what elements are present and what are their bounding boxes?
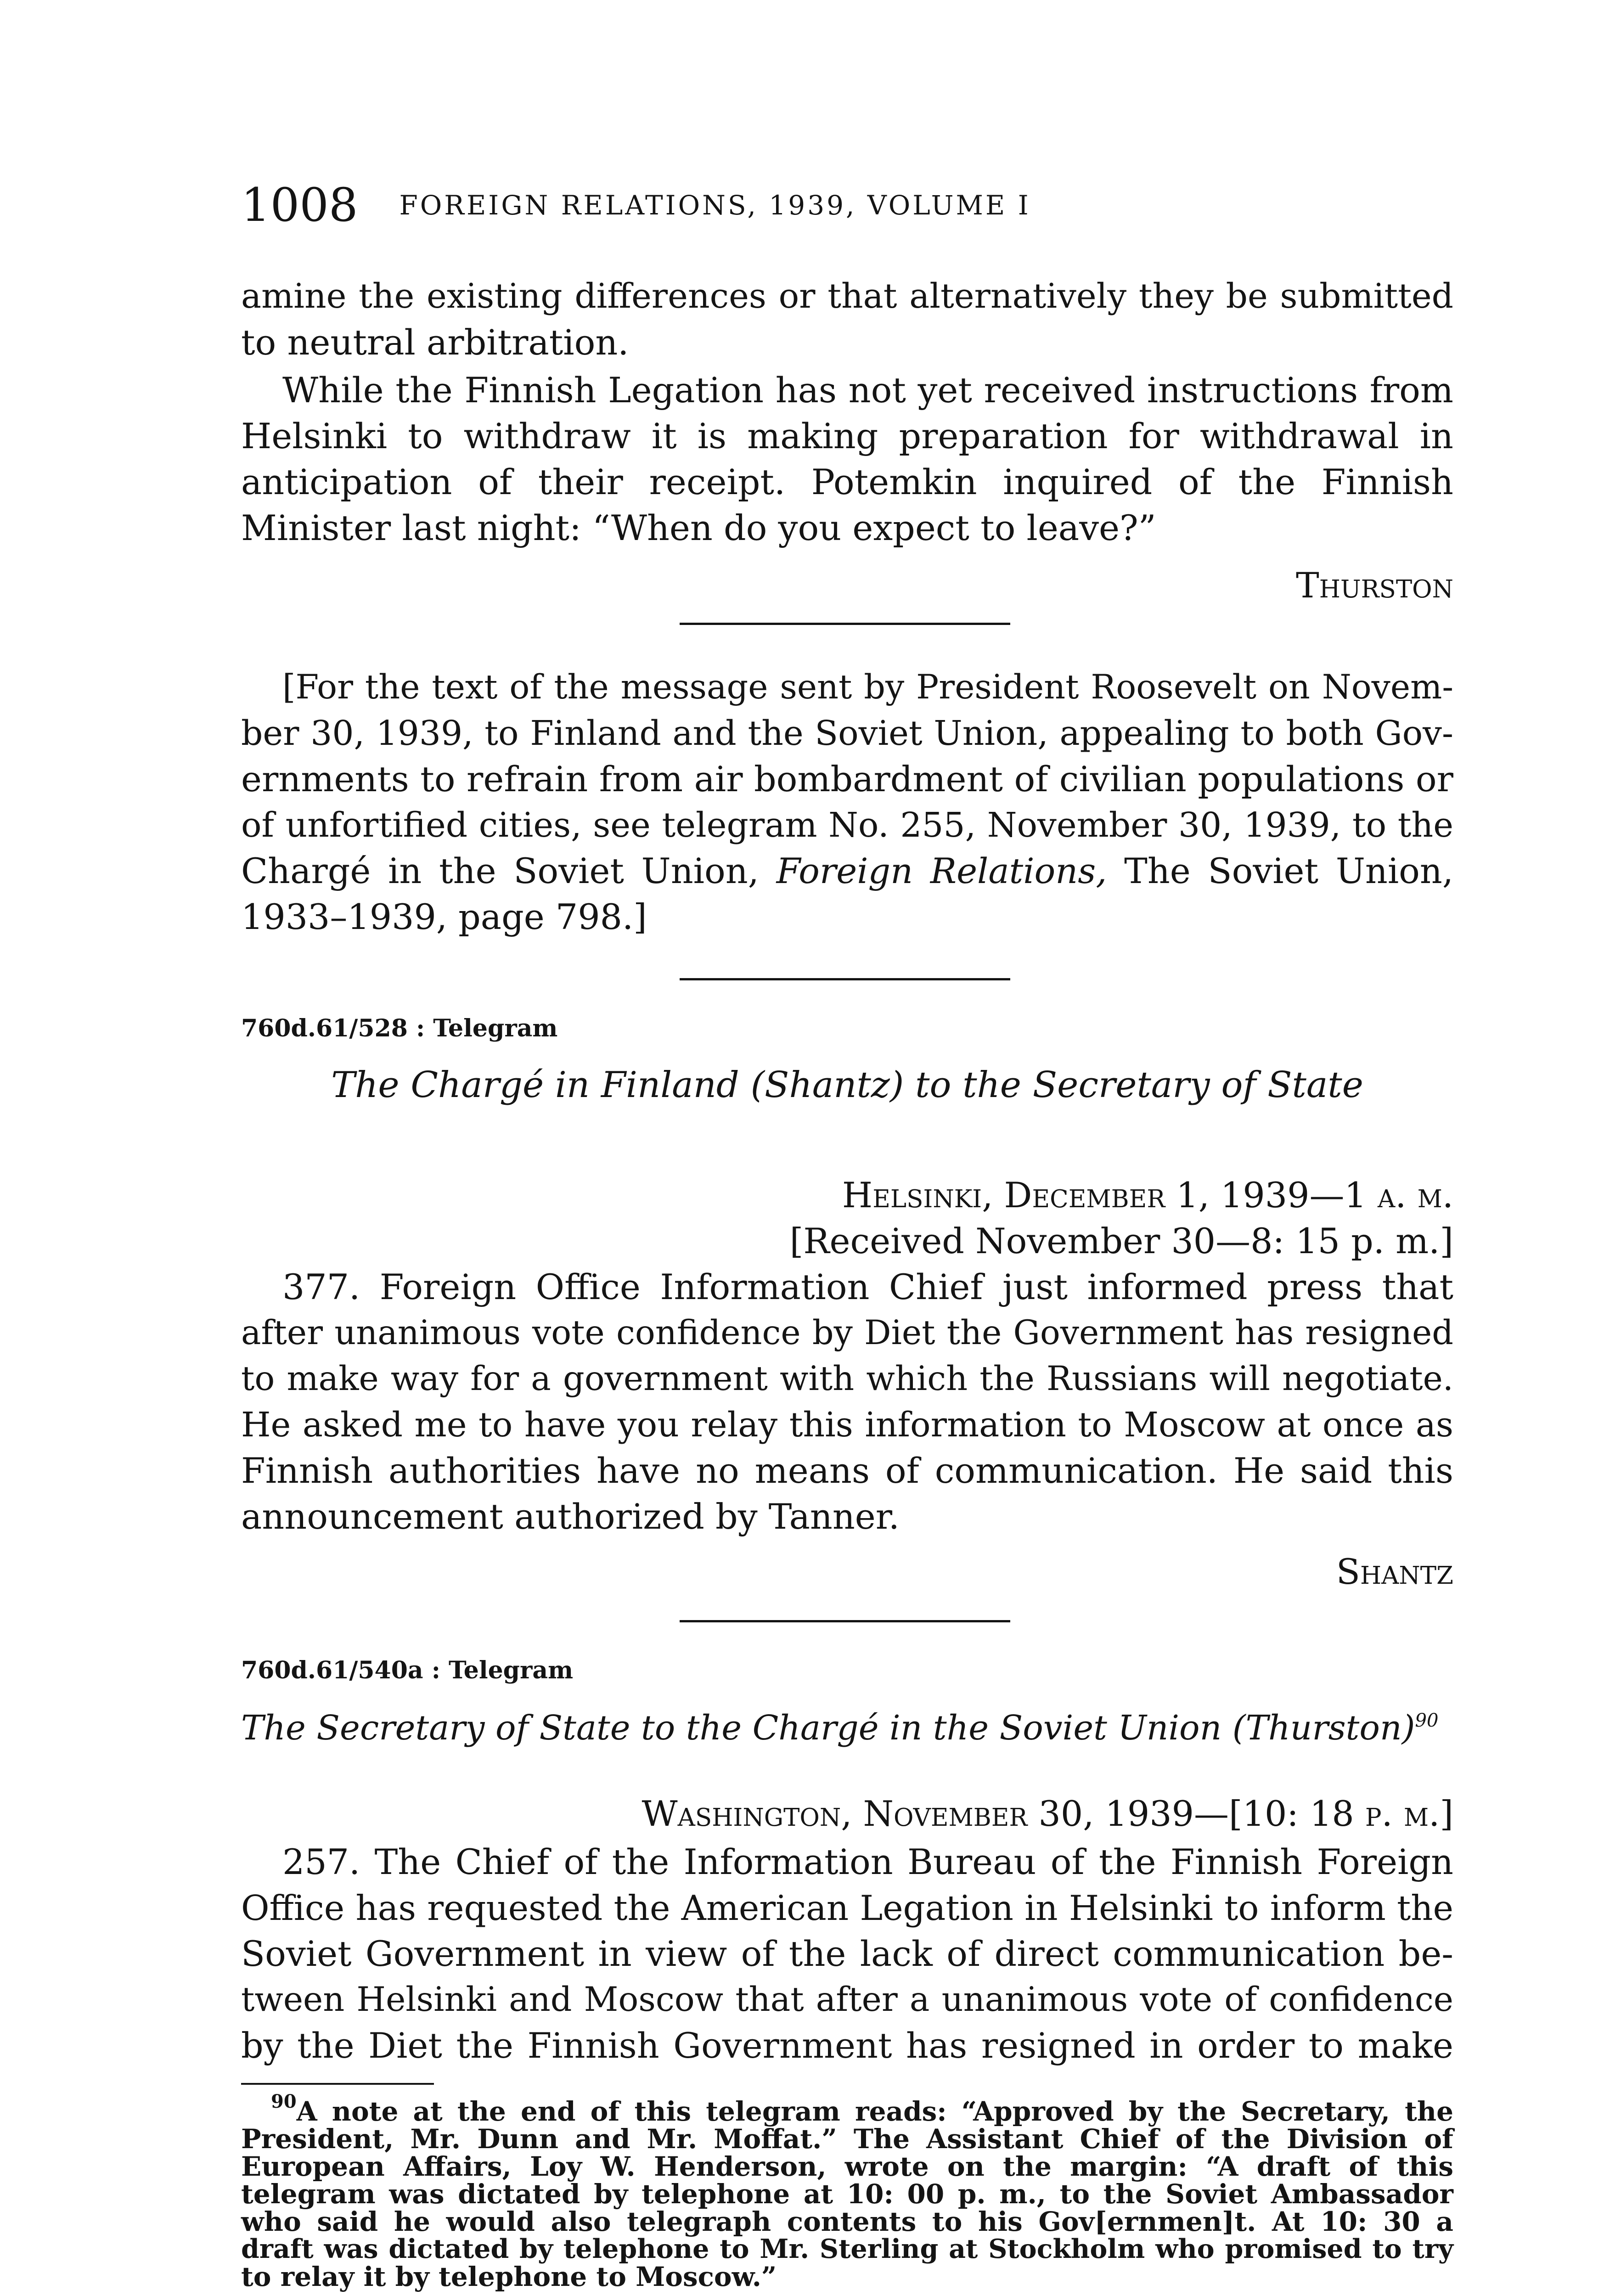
text-line: ber 30, 1939, to Finland and the Soviet Union, appealing to both Gov- [241, 714, 1453, 753]
file-number: 760d.61/540a : Telegram [241, 1656, 574, 1684]
signature-thurston: Thurston [1296, 565, 1453, 606]
text-line: Chargé in the Soviet Union, Foreign Relations, The Soviet Union, [241, 850, 1453, 891]
text-line: While the Finnish Legation has not yet received instructions from [282, 370, 1453, 411]
signature-shantz: Shantz [1336, 1551, 1453, 1592]
separator-rule [680, 623, 1010, 625]
footnote-line: President, Mr. Dunn and Mr. Moffat.” The Assistant Chief of the Division of [241, 2123, 1453, 2155]
text-line: to neutral arbitration. [241, 322, 629, 363]
footnote-rule [241, 2083, 434, 2085]
footnote-line: European Affairs, Loy W. Henderson, wrote on the margin: “A draft of this [241, 2151, 1453, 2182]
text-line: announcement authorized by Tanner. [241, 1496, 900, 1537]
received-date: [Received November 30—8: 15 p. m.] [789, 1221, 1453, 1261]
text-line: [For the text of the message sent by President Roosevelt on Novem- [282, 668, 1453, 707]
footnote-marker: 90 [271, 2091, 297, 2112]
text-line: Soviet Government in view of the lack of direct communication be- [241, 1933, 1453, 1974]
separator-rule [680, 1620, 1010, 1622]
text-line: Finnish authorities have no means of communication. He said this [241, 1450, 1453, 1491]
file-number: 760d.61/528 : Telegram [241, 1014, 558, 1042]
text-line: of unfortified cities, see telegram No. 255, November 30, 1939, to the [241, 805, 1453, 845]
text-line: tween Helsinki and Moscow that after a unanimous vote of confidence [241, 1980, 1453, 2019]
text-line: anticipation of their receipt. Potemkin inquired of the Finnish [241, 461, 1453, 502]
separator-rule [680, 978, 1010, 980]
text-line: 377. Foreign Office Information Chief just informed press that [282, 1266, 1453, 1307]
place-date: Washington, November 30, 1939—[10: 18 p. m.] [642, 1793, 1453, 1834]
document-heading: The Secretary of State to the Chargé in the Soviet Union (Thurston)$^{90}$ [241, 1708, 1439, 1748]
footnote-line: $^{90}$A note at the end of this telegram reads: “Approved by the Secretary, the [271, 2091, 1453, 2127]
text-line: 1933–1939, page 798.] [241, 896, 647, 937]
text-line: Office has requested the American Legation in Helsinki to inform the [241, 1888, 1453, 1928]
footnote-line: draft was dictated by telephone to Mr. Sterling at Stockholm who promised to try [241, 2234, 1453, 2264]
text-line: He asked me to have you relay this information to Moscow at once as [241, 1405, 1453, 1445]
text-line: Helsinki to withdraw it is making preparation for withdrawal in [241, 416, 1453, 456]
text-line: amine the existing differences or that alternatively they be submitted [241, 276, 1453, 316]
page-number: 1008 [241, 178, 358, 232]
text-line: 257. The Chief of the Information Bureau of the Finnish Foreign [282, 1841, 1453, 1882]
footnote-line: who said he would also telegraph contents to his Gov[ernmen]t. At 10: 30 a [241, 2206, 1453, 2237]
text-line: ernments to refrain from air bombardment of civilian populations or [241, 759, 1453, 799]
text-line: by the Diet the Finnish Government has resigned in order to make [241, 2025, 1453, 2066]
running-header [241, 178, 1453, 232]
place-date: Helsinki, December 1, 1939—1 a. m. [842, 1175, 1453, 1216]
footnote-ref: 90 [1415, 1710, 1439, 1731]
running-title: FOREIGN RELATIONS, 1939, VOLUME I [399, 190, 1031, 221]
document-heading: The Chargé in Finland (Shantz) to the Secretary of State [331, 1064, 1363, 1106]
footnote-line: telegram was dictated by telephone at 10: 00 p. m., to the Soviet Ambassador [241, 2178, 1453, 2210]
footnote-line: to relay it by telephone to Moscow.” [241, 2261, 777, 2292]
text-line: Minister last night: “When do you expect to leave?” [241, 507, 1156, 548]
text-line: to make way for a government with which the Russians will negotiate. [241, 1359, 1453, 1398]
text-line: after unanimous vote confidence by Diet the Government has resigned [241, 1313, 1453, 1352]
